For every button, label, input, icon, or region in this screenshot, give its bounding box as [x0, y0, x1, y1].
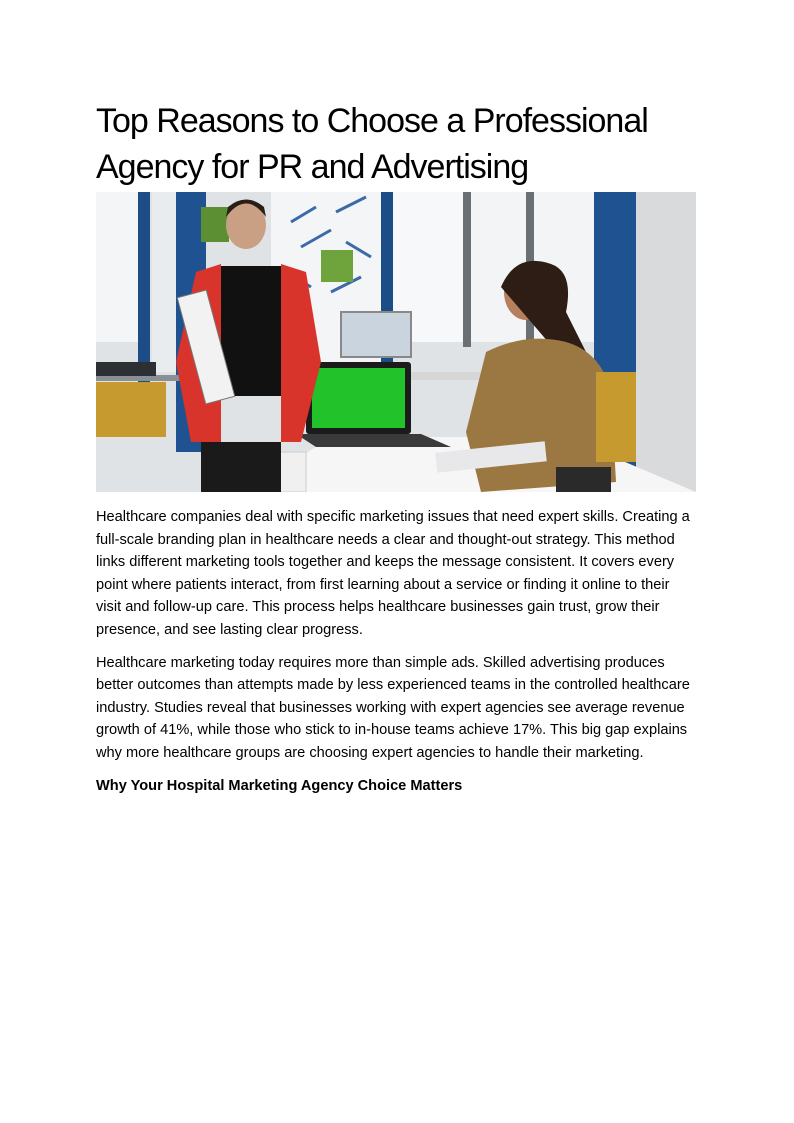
photo-illustration — [96, 192, 696, 492]
paragraph-2: Healthcare marketing today requires more than simple ads. Skilled advertising produces better outcomes than attempts made by less experienced teams in the controlled healthcare industry. Studies reveal that businesses working with expert agencies see average revenue growth of 41%, while those who stick to in-house teams achieve 17%. This big gap explains why more healthcare groups are choosing expert agencies to handle their marketing. — [96, 654, 690, 761]
document-page — [96, 98, 696, 797]
article-title-line-1: Top Reasons to Choose a Professional — [96, 102, 648, 140]
paragraph-1: Healthcare companies deal with specific marketing issues that need expert skills. Creating a full-scale branding plan in healthcare needs a clear and thought-out strategy. This method links different marketing tools together and keeps the message consistent. It covers every point where patients interact, from first learning about a service or finding it online to their visit and follow-up care. This process helps healthcare businesses gain trust, grow their presence, and see lasting clear progress. — [96, 509, 690, 638]
article-title-line-2: Agency for PR and Advertising — [96, 148, 529, 186]
office-meeting-photo — [96, 192, 696, 492]
section-subheading: Why Your Hospital Marketing Agency Choice Matters — [96, 777, 463, 794]
article-title — [96, 98, 696, 190]
